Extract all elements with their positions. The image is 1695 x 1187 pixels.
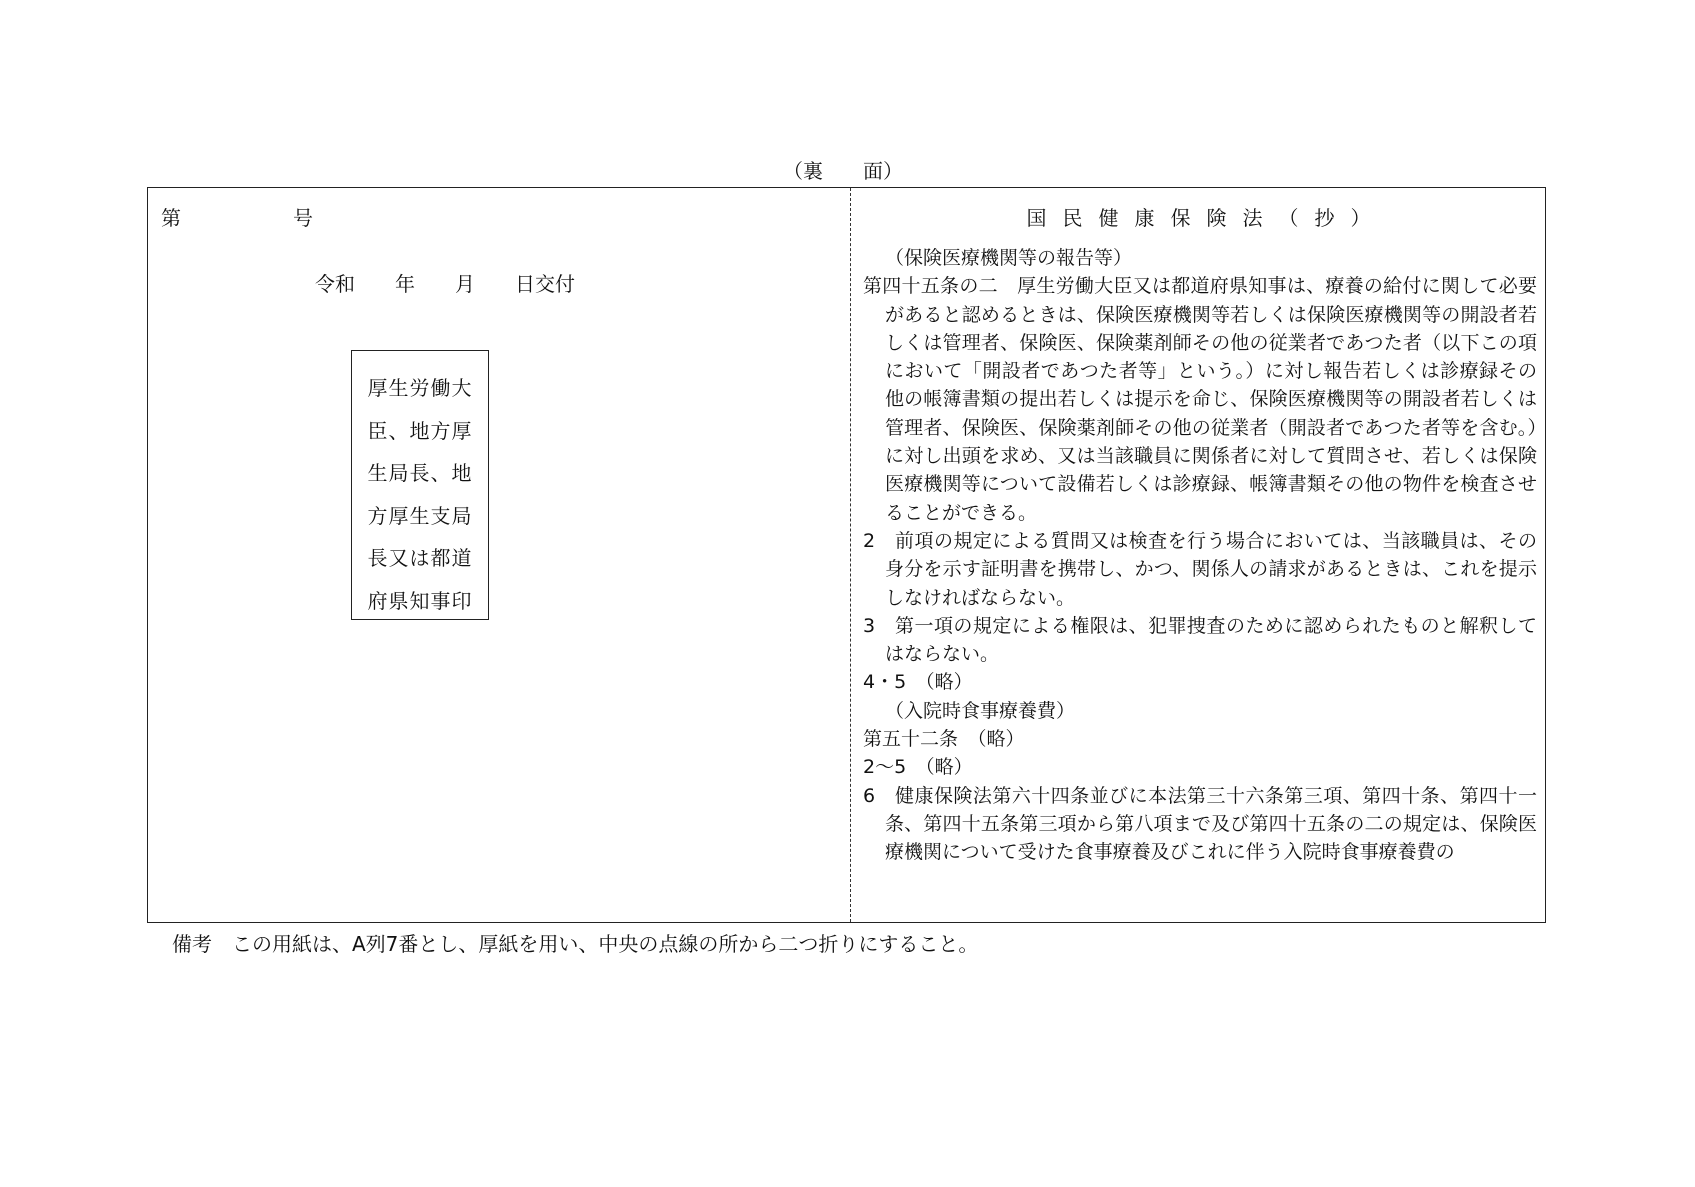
issue-date-month: 月 (455, 272, 475, 296)
law-excerpt (863, 244, 1537, 867)
article-caption: （保険医療機関等の報告等） (885, 247, 1133, 269)
seal-line: 府県知事印 (367, 588, 473, 613)
seal-line: 生局長、地 (367, 461, 473, 485)
left-panel (148, 188, 850, 922)
right-panel (852, 188, 1545, 922)
article-paragraph: 4・5 （略） (863, 671, 973, 694)
certificate-number (161, 202, 313, 231)
article-caption: （入院時食事療養費） (885, 699, 1076, 722)
number-suffix: 号 (293, 206, 313, 230)
page-heading: （裏 面） (783, 159, 903, 183)
seal-line: 厚生労働大 (367, 376, 473, 400)
issue-date-era: 令和 (315, 272, 355, 296)
article-paragraph: 6 健康保険法第六十四条並びに本法第三十六条第三項、第四十条、第四十一条、第四十五条第三項から第八項まで及び第四十五条の二の規定は、保険医療機関について受けた食事療養及びこれに伴う入院時食事療養費の (863, 784, 1537, 864)
article-paragraph: 第四十五条の二 厚生労働大臣又は都道府県知事は、療養の給付に関して必要があると認めるときは、保険医療機関等若しくは保険医療機関等の開設者若しくは管理者、保険医、保険薬剤師その他の従業者であつた者（以下この項において「開設者であつた者等」という。）に対し報告若しくは診療録その他の帳簿書類の提出若しくは提示を命じ、保険医療機関等の開設者若しくは管理者、保険医、保険薬剤師その他の従業者（開設者であつた者等を含む。）に対し出頭を求め、又は当該職員に関係者に対して質問させ、若しくは保険医療機関等について設備若しくは診療録、帳簿書類その他の物件を検査させることができる。 (863, 275, 1537, 524)
issue-date-day: 日交付 (515, 272, 575, 296)
issue-date-year: 年 (395, 272, 415, 296)
seal-line: 臣、地方厚 (367, 418, 473, 443)
article-paragraph: 3 第一項の規定による権限は、犯罪捜査のために認められたものと解釈してはならない。 (863, 614, 1537, 666)
official-seal-box (351, 350, 489, 620)
remarks-note: 備考 この用紙は、A列7番とし、厚紙を用い、中央の点線の所から二つ折りにすること。 (172, 932, 979, 956)
certificate-form-frame (147, 187, 1546, 923)
article-paragraph: 2〜5 （略） (863, 756, 973, 779)
center-fold-line (850, 188, 851, 922)
seal-line: 長又は都道 (367, 546, 473, 570)
article-paragraph: 2 前項の規定による質問又は検査を行う場合においては、当該職員は、その身分を示す証明書を携帯し、かつ、関係人の請求があるときは、これを提示しなければならない。 (863, 529, 1537, 609)
number-prefix: 第 (161, 206, 181, 230)
issue-date (315, 268, 575, 297)
article-paragraph: 第五十二条 （略） (863, 728, 1025, 751)
seal-line: 方厚生支局 (367, 503, 473, 528)
law-title: 国民健康保険法（抄） (1026, 206, 1387, 230)
